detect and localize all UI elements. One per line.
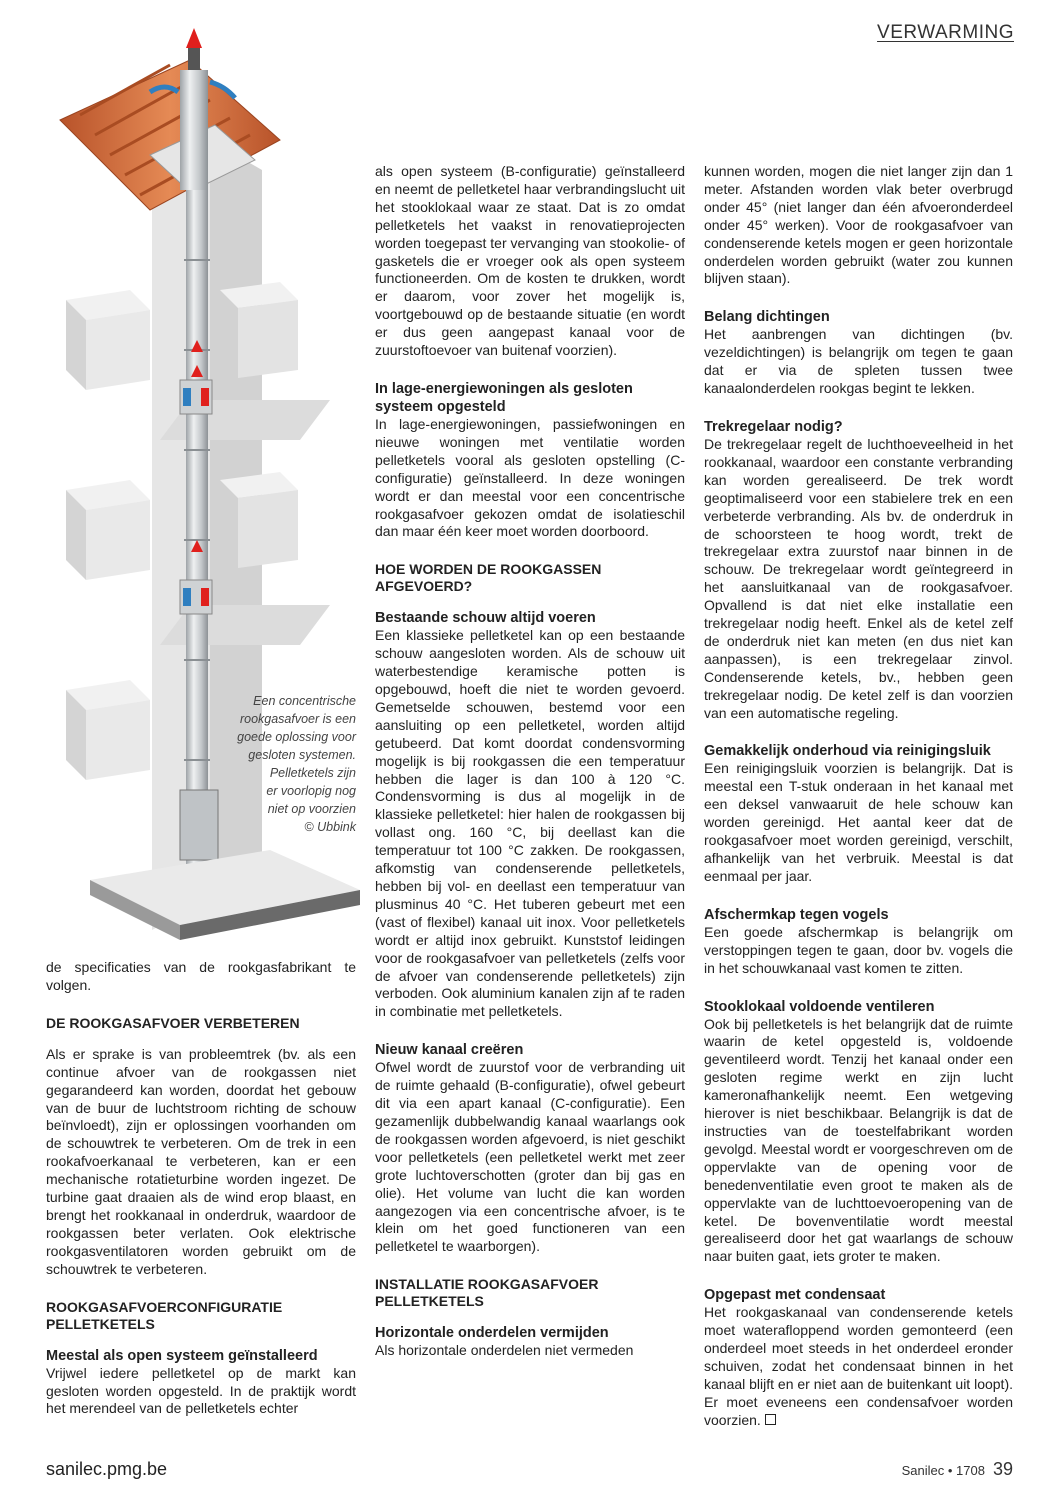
caption-line: gesloten systemen. (248, 748, 356, 762)
chimney-terminal (180, 70, 208, 190)
subheading-horizontale-onderdelen: Horizontale onderdelen vermijden (375, 1325, 609, 1342)
paragraph: Een klassieke pelletketel kan op een bestaande schouw aangesloten worden. Als de schouw uit waterbestendige keramische potten is opgebouwd, hoeft die niet te worden gevoerd. Gemetselde schouwen, bestemd voor een aansluiting op een pelletketel, worden altijd getubeerd. Dat komt doordat condensvorming mogelijk is bij rookgassen die een temperatuur hebben die lager is dan 100 à 120 °C. Condensvorming is dus al mogelijk in de klassieke pelletketel: hier halen de rookgassen bij vollast ong. 160 °C, bij deellast kan die temperatuur tot 100 °C zakken. De rookgassen, afkomstig van condenserende pelletketels, hebben bij vol- en deellast een temperatuur van plusminus 40 °C. Het tuberen gebeurt met een (vast of flexibel) kanaal uit inox. Voor pelletketels wordt er altijd inox gebruikt. Kunststof leidingen voor de rookgasafvoer van pelletketels (zelfs voor de afvoer van condenserende pelletketels) zijn verboden. Ook aluminium kanalen zijn af te raden in combinatie met pelletketels. (375, 627, 685, 1020)
paragraph: Vrijwel iedere pelletketel op de markt kan gesloten worden opgesteld. In de praktijk wordt het merendeel van de pelletketels echter (46, 1364, 356, 1417)
column-3 (704, 163, 1013, 1430)
subheading-afschermkap: Afschermkap tegen vogels (704, 906, 889, 923)
paragraph: Ofwel wordt de zuurstof voor de verbranding uit de ruimte gehaald (B-configuratie), ofwel gebeurt dit via een apart kanaal (C-configuratie). Een gezamenlijk dubbelwandig kanaal waarlangs ook de rookgassen worden afgevoerd, is niet geschikt voor pelletketels (een pelletketel werkt met zeer grote luchtoverschotten (groter dan bij gas en olie). Het volume van lucht die kan worden aangezogen via een concentrische afvoer, is te klein om het goed functioneren van een pelletketel te waarborgen). (375, 1059, 685, 1255)
red-cap-icon (186, 28, 202, 48)
column-2 (375, 163, 685, 1360)
boiler-box-3 (66, 680, 150, 780)
end-mark-icon (765, 1414, 776, 1425)
subheading-lage-energiewoningen: In lage-energiewoningen als gesloten systeem opgesteld (375, 380, 633, 415)
paragraph: kunnen worden, mogen die niet langer zijn dan 1 meter. Afstanden worden vlak beter overbrugd onder 45° (niet langer dan één afvoeronderdeel onder 45° werken). Voor de rookgasafvoer van condenserende ketels mogen er geen horizontale onderdelen worden gebruikt (water zou kunnen blijven staan). (704, 163, 1013, 287)
paragraph: als open systeem (B-configuratie) geïnstalleerd en neemt de pelletketel haar verbrandingslucht uit het stooklokaal waar ze staat. Dat is zo omdat pelletketels het vaakst in renovatieprojecten worden toegepast ter vervanging van stookolie- of gasketels die er vroeger ook als open systeem functioneerden. Om de kosten te drukken, wordt er daarom, voor zover het mogelijk is, voortgebouwd op de bestaande situatie (en wordt er dus geen aangepast kanaal voor de zuurstoftoevoer van buitenaf voorzien). (375, 163, 685, 359)
footer-issue (902, 1459, 1013, 1480)
subheading-nieuw-kanaal: Nieuw kanaal creëren (375, 1042, 524, 1059)
section-label: VERWARMING (877, 22, 1014, 43)
caption-line: er voorlopig nog (266, 784, 356, 798)
paragraph: Een goede afschermkap is belangrijk om verstoppingen tegen te gaan, door bv. vogels die in het schouwkanaal vast komen te zitten. (704, 923, 1013, 976)
caption-line: Pelletketels zijn (269, 766, 356, 780)
paragraph-last (704, 1304, 1013, 1429)
subheading-dichtingen: Belang dichtingen (704, 309, 830, 326)
issue-label: Sanilec • 1708 (901, 1463, 985, 1478)
caption-line: Een concentrische (253, 694, 356, 708)
subheading-onderhoud: Gemakkelijk onderhoud via reinigingsluik (704, 743, 991, 760)
caption-line: rookgasafvoer is een (239, 712, 356, 726)
paragraph: Als horizontale onderdelen niet vermeden (375, 1342, 634, 1359)
figure-caption (222, 692, 356, 836)
paragraph: Ook bij pelletketels is het belangrijk dat de ruimte waarin de ketel opgesteld is, voldoende geventileerd wordt. Tenzij het kanaal onder een gesloten regime werkt en zijn lucht kameronafhankelijk neemt. Een wetgeving hierover is niet beschikbaar. Belangrijk is dat de instructies van de toestelfabrikant worden gevolgd. Meestal wordt er voorgeschreven om de oppervlakte van de opening voor de benedenventilatie even groot te maken als de oppervlakte van de luchttoevoeropening van de ketel. De bovenventilatie wordt meestal gerealiseerd door het gat waarlangs de schouw naar buiten gaat, iets groter te maken. (704, 1015, 1013, 1265)
paragraph: In lage-energiewoningen, passiefwoningen en nieuwe woningen met ventilatie worden pelletketels vooral als gesloten opstelling (C-configuratie) geïnstalleerd. In deze woningen wordt er dan meestal voor een concentrische rookgasafvoer gekozen omdat de isolatieschil dan maar één keer moet worden doorboord. (375, 415, 685, 540)
heading-hoe-afgevoerd: HOE WORDEN DE ROOKGASSEN AFGEVOERD? (375, 561, 602, 595)
paragraph: Een reinigingsluik voorzien is belangrijk. Dat is meestal een T-stuk onderaan in het kanaal met een deksel vanwaaruit de hele schouw kan worden gereinigd. Het aantal keer dat de rookgasafvoer moet worden gereinigd, verschilt, afhankelijk van het verbruik. Meestal is dat eenmaal per jaar. (704, 760, 1013, 884)
footer-website[interactable]: sanilec.pmg.be (46, 1459, 168, 1479)
flue-pipe (186, 190, 208, 880)
paragraph: de specificaties van de rookgasfabrikant te volgen. (46, 959, 356, 993)
subheading-bestaande-schouw: Bestaande schouw altijd voeren (375, 610, 596, 627)
heading-rookgasafvoer-verbeteren: DE ROOKGASAFVOER VERBETEREN (46, 1014, 300, 1031)
subheading-condensaat: Opgepast met condensaat (704, 1287, 886, 1304)
heading-installatie: INSTALLATIE ROOKGASAFVOER PELLETKETELS (375, 1276, 599, 1310)
boiler-connector (180, 790, 218, 860)
paragraph: Als er sprake is van probleemtrek (bv. als een continue afvoer van de rookgassen niet gegarandeerd kan worden, doordat het gebouw van de buur de luchtstroom richting de schouw beïnvloedt), zijn er oplossingen voorhanden om de schouwtrek te verbeteren. Om de trek in een rookafvoerkanaal te verbeteren, kan er een mechanische rotatieturbine worden ingezet. De turbine gaat draaien als de wind erop blaast, en brengt het rookkanaal in onderdruk, waardoor de rookgassen beter verlaten. Ook elektrische rookgasventilatoren worden gebruikt om de schouwtrek te verbeteren. (46, 1045, 356, 1277)
heading-configuratie: ROOKGASAFVOERCONFIGURATIE PELLETKETELS (46, 1298, 283, 1332)
paragraph: Het aanbrengen van dichtingen (bv. vezeldichtingen) is belangrijk om tegen te gaan dat er via de spleten tussen twee kanaalonderdelen rookgas begint te lekken. (704, 326, 1013, 397)
column-1 (46, 959, 356, 1418)
caption-line: goede oplossing voor (237, 730, 356, 744)
paragraph: De trekregelaar regelt de luchthoeveelheid in het rookkanaal, waardoor een constante verbranding kan worden gerealiseerd. De trek wordt geoptimaliseerd voor een stabielere trek en een verbeterde verbranding. Als bv. de onderdruk in de schoorsteen te hoog wordt, trekt de trekregelaar extra zuurstof naar binnen in de schouw. De trekregelaar wordt geïntegreerd in het aansluitkanaal van de rookgasafvoer. Opvallend is dat niet elke installatie een trekregelaar nodig heeft. Enkel als de ketel zelf de onderdruk niet kan meten (en dus niet kan aanpassen), is een trekregelaar zinvol. Condenserende ketels, bv., hebben geen trekregelaar nodig. De ketel zelf is dan voorzien van een automatische regeling. (704, 435, 1013, 721)
page-number: 39 (992, 1459, 1013, 1479)
caption-line: © Ubbink (304, 820, 356, 834)
subheading-ventileren: Stooklokaal voldoende ventileren (704, 998, 935, 1015)
paragraph-text: Het rookgaskanaal van condenserende ketels moet waterafloppend worden gemonteerd (een onderdeel moet steeds in het onderdeel eronder schuiven, zodat het condensaat binnen in het kanaal blijft en er niet aan de buitenkant uit loopt). Er moet eveneens een condensafvoer worden voorzien. (704, 1304, 1013, 1428)
subheading-trekregelaar: Trekregelaar nodig? (704, 418, 843, 435)
caption-line: niet op voorzien (267, 802, 356, 816)
subheading-open-systeem: Meestal als open systeem geïnstalleerd (46, 1347, 318, 1364)
